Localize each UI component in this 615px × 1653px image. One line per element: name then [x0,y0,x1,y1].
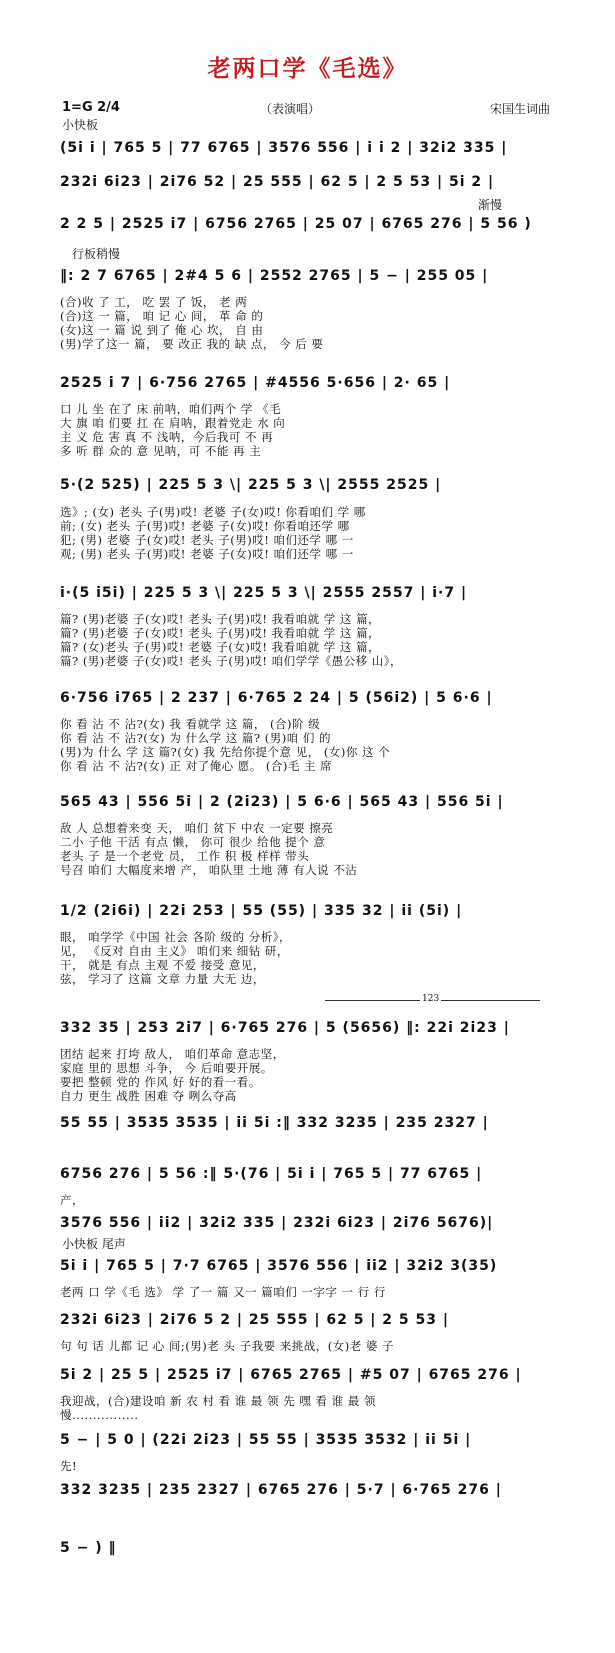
lyric-line: 篇? (男)老婆 子(女)哎! 老头 子(男)哎! 咱们学学《愚公移 山》， [60,654,403,668]
lyric-line: 我迎战，(合)建设咱 新 农 村 看 谁 最 领 先 嘿 看 谁 最 领 [60,1394,376,1408]
notation-line: 1/2 (2i6i) | 22i 253 | 55 (55) | 335 32 | ii (5i) | [60,903,463,919]
lyric-line: 前; (女) 老头 子(男)哎! 老婆 子(女)哎! 你看咱还学 哪 [60,519,350,533]
lyric-line: 篇? (女)老头 子(男)哎! 老婆 子(女)哎! 我看咱就 学 这 篇， [60,640,381,654]
notation-line: 5i 2 | 25 5 | 2525 i7 | 6765 2765 | #5 07 | 6765 276 | [60,1367,522,1383]
tempo-marking: 行板稍慢 [72,247,121,261]
tempo-marking: 小快板 [62,118,99,132]
notation-line: (5i i | 765 5 | 77 6765 | 3576 556 | i i 2 | 32i2 335 | [60,140,508,156]
lyric-line: 自力 更生 战胜 困难 夺 咧么夺高 [60,1089,237,1103]
notation-line: 6756 276 | 5 56 :‖ 5·(76 | 5i i | 765 5 | 77 6765 | [60,1166,483,1182]
lyric-line: 眼， 咱学学《中国 社会 各阶 级的 分析》， [60,930,292,944]
score-title: 老两口学《毛选》 [207,55,408,82]
tempo-marking: 渐慢 [478,198,503,212]
notation-line: 5·(2 525) | 225 5 3 \| 225 5 3 \| 2555 2525 | [60,477,442,493]
lyric-line: 老头 子 是一个老党 员， 工作 积 极 样样 带头 [60,849,310,863]
lyric-line: (男)为 什么 学 这 篇?(女) 我 先给你提个意 见， (女)你 这 个 [60,745,391,759]
lyric-line: (合)收 了 工， 吃 罢 了 饭， 老 两 [60,295,248,309]
lyric-line: 篇? (男)老婆 子(女)哎! 老头 子(男)哎! 我看咱就 学 这 篇， [60,626,381,640]
lyric-line: 选》; (女) 老头 子(男)哎! 老婆 子(女)哎! 你看咱们 学 哪 [60,505,366,519]
notation-line: 332 35 | 253 2i7 | 6·765 276 | 5 (5656) ‖: 22i 2i23 | [60,1020,510,1036]
notation-line: 3576 556 | ii2 | 32i2 335 | 232i 6i23 | 2i76 5676)| [60,1215,494,1231]
performance-form: （表演唱） [260,102,321,116]
notation-line: 2525 i 7 | 6·756 2765 | #4556 5·656 | 2· 65 | [60,375,451,391]
notation-line: ‖: 2 7 6765 | 2#4 5 6 | 2552 2765 | 5 − | 255 05 | [60,268,489,284]
lyric-line: 见， 《反对 自由 主义》 咱们来 细钻 研， [60,944,289,958]
lyric-line: 句 句 话 儿都 记 心 间;(男)老 头 子我要 来挑战，(女)老 婆 子 [60,1339,395,1353]
lyric-line: 你 看 沾 不 沾?(女) 为 什么学 这 篇? (男)咱 们 的 [60,731,331,745]
lyric-line: 篇? (男)老婆 子(女)哎! 老头 子(男)哎! 我看咱就 学 这 篇， [60,612,381,626]
ending-bracket-label: 123 [422,994,440,1004]
lyric-line: 家庭 里的 思想 斗争， 今 后咱要开展。 [60,1061,273,1075]
lyric-line: (合)这 一 篇， 咱 记 心 间， 革 命 的 [60,309,264,323]
lyric-line: 团结 起来 打垮 敌人， 咱们革命 意志坚， [60,1047,285,1061]
lyric-line: 产， [60,1193,84,1207]
notation-line: 5 − | 5 0 | (22i 2i23 | 55 55 | 3535 3532 | ii 5i | [60,1432,472,1448]
lyric-line: 老两 口 学《毛 选》 学 了一 篇 又一 篇咱们 一字字 一 行 行 [60,1285,386,1299]
notation-line: 5i i | 765 5 | 7·7 6765 | 3576 556 | ii2 | 32i2 3(35) [60,1258,498,1274]
lyric-line: 多 听 群 众的 意 见呐，可 不能 再 主 [60,444,262,458]
key-signature: 1=G 2/4 [62,100,120,115]
lyric-line: 你 看 沾 不 沾?(女) 我 看就学 这 篇， (合)阶 级 [60,717,321,731]
lyric-line: (女)这 一 篇 说 到了 俺 心 坎， 自 由 [60,323,264,337]
notation-line: 2 2 5 | 2525 i7 | 6756 2765 | 25 07 | 6765 276 | 5 56 ) [60,216,532,232]
lyric-line: 号召 咱们 大幅度来增 产， 咱队里 土地 薄 有人说 不沾 [60,863,358,877]
tempo-marking: 小快板 尾声 [62,1237,126,1251]
notation-line: 6·756 i765 | 2 237 | 6·765 2 24 | 5 (56i2) | 5 6·6 | [60,690,493,706]
lyric-line: 口 儿 坐 在了 床 前呐，咱们两个 学 《毛 [60,402,282,416]
lyric-line: 慢................ [60,1408,139,1422]
lyric-line: 敌 人 总想着来变 天， 咱们 贫下 中农 一定要 擦亮 [60,821,334,835]
notation-line: 232i 6i23 | 2i76 5 2 | 25 555 | 62 5 | 2 5 53 | [60,1312,449,1328]
notation-line: 565 43 | 556 5i | 2 (2i23) | 5 6·6 | 565 43 | 556 5i | [60,794,504,810]
lyric-line: 先! [60,1459,78,1473]
lyric-line: 主 义 危 害 真 不 浅呐，今后我可 不 再 [60,430,274,444]
notation-line: 5 − ) ‖ [60,1540,117,1556]
notation-line: i·(5 i5i) | 225 5 3 \| 225 5 3 \| 2555 2557 | i·7 | [60,585,468,601]
composer-credit: 宋国生词曲 [490,102,551,116]
notation-line: 55 55 | 3535 3535 | ii 5i :‖ 332 3235 | 235 2327 | [60,1115,489,1131]
lyric-line: 要把 整顿 党的 作风 好 好的看一看。 [60,1075,261,1089]
lyric-line: (男)学了这一 篇， 要 改正 我的 缺 点， 今 后 要 [60,337,324,351]
lyric-line: 观; (男) 老头 子(男)哎! 老婆 子(女)哎! 咱们还学 哪 一 [60,547,354,561]
lyric-line: 你 看 沾 不 沾?(女) 正 对了俺心 愿。 (合)毛 主 席 [60,759,333,773]
lyric-line: 二小 子他 干活 有点 懒， 你可 很少 给他 提个 意 [60,835,326,849]
notation-line: 332 3235 | 235 2327 | 6765 276 | 5·7 | 6·765 276 | [60,1482,502,1498]
lyric-line: 干， 就是 有点 主观 不爱 接受 意见， [60,958,265,972]
lyric-line: 犯; (男) 老婆 子(女)哎! 老头 子(男)哎! 咱们还学 哪 一 [60,533,354,547]
lyric-line: 弦， 学习了 这篇 文章 力量 大无 边， [60,972,265,986]
notation-line: 232i 6i23 | 2i76 52 | 25 555 | 62 5 | 2 5 53 | 5i 2 | [60,174,495,190]
lyric-line: 大 旗 咱 们要 扛 在 肩呐，跟着党走 水 向 [60,416,286,430]
